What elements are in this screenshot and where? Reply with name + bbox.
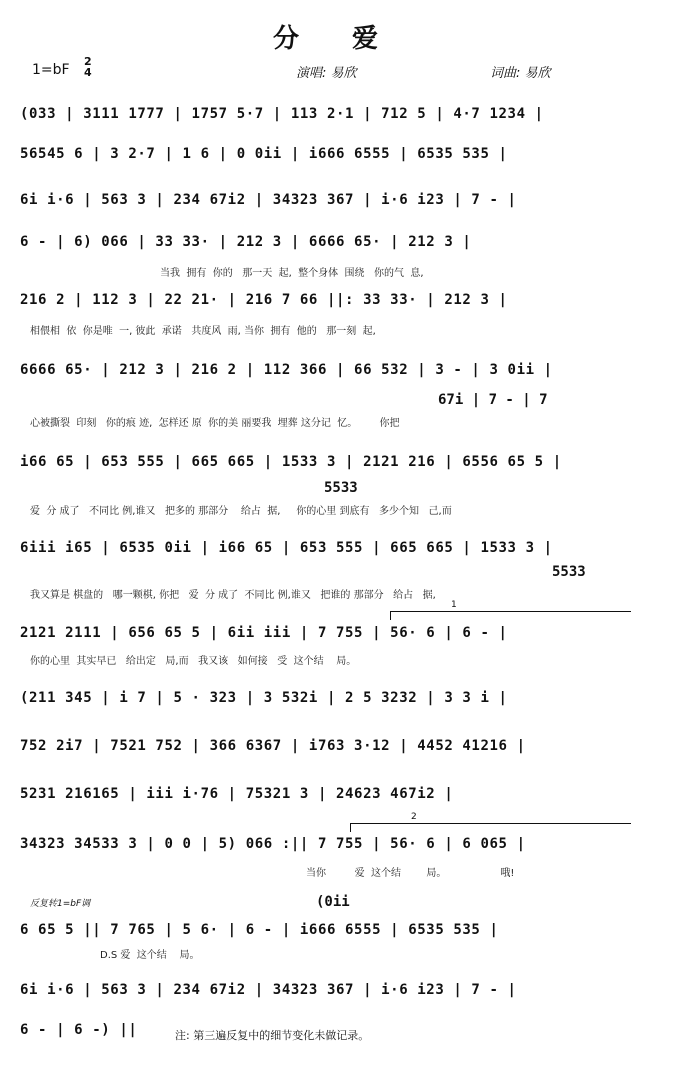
score-line: 6iii i65 | 6535 0ii | i66 65 | 653 555 | 665 665 | 1533 3 | — [20, 540, 553, 556]
time-signature-top: 2 — [84, 55, 92, 68]
score-line: 216 2 | 112 3 | 22 21· | 216 7 66 ||: 33 33· | 212 3 | — [20, 292, 508, 308]
score-line: 34323 34533 3 | 0 0 | 5) 066 :|| 7 755 | 56· 6 | 6 065 | — [20, 836, 526, 852]
song-title: 分 爱 — [272, 24, 401, 54]
volta-number: 2 — [411, 812, 417, 822]
lyric-line: 我又算是 棋盘的 哪一颗棋, 你把 爱 分 成了 不同比 例,谁又 把谁的 那部分 给占 据, — [30, 590, 436, 601]
lyric-line: 心被撕裂 印刻 你的痕 迹, 怎样还 原 你的美 丽要我 埋葬 这分记 忆。 你把 — [30, 418, 400, 429]
alternate-notes: 5533 — [324, 480, 358, 496]
lyric-line: 当我 拥有 你的 那一天 起, 整个身体 围绕 你的气 息, — [160, 268, 424, 279]
score-line: 6 - | 6 -) || — [20, 1022, 138, 1038]
alternate-notes: 5533 — [552, 564, 586, 580]
volta-bracket-1 — [390, 600, 631, 620]
score-line: 6i i·6 | 563 3 | 234 67i2 | 34323 367 | i·6 i23 | 7 - | — [20, 192, 517, 208]
score-line: 5231 216165 | iii i·76 | 75321 3 | 24623 467i2 | — [20, 786, 454, 802]
alternate-notes: 67i | 7 - | 7 — [438, 392, 548, 408]
lyric-line: D.S 爱 这个结 局。 — [100, 950, 200, 961]
score-line: 6 - | 6) 066 | 33 33· | 212 3 | 6666 65· | 212 3 | — [20, 234, 472, 250]
score-line: 2121 2111 | 656 65 5 | 6ii iii | 7 755 | 56· 6 | 6 - | — [20, 625, 508, 641]
score-line: 752 2i7 | 7521 752 | 366 6367 | i763 3·12 | 4452 41216 | — [20, 738, 526, 754]
lyric-line: 相偎相 依 你是唯 一, 彼此 承诺 共度风 雨, 当你 拥有 他的 那一刻 起, — [30, 326, 376, 337]
score-line: (211 345 | i 7 | 5 · 323 | 3 532i | 2 5 3232 | 3 3 i | — [20, 690, 508, 706]
key-signature: 1=bF — [32, 62, 70, 78]
score-line: 56545 6 | 3 2·7 | 1 6 | 0 0ii | i666 6555 | 6535 535 | — [20, 146, 508, 162]
score-line: 6i i·6 | 563 3 | 234 67i2 | 34323 367 | i·6 i23 | 7 - | — [20, 982, 517, 998]
time-signature-bottom: 4 — [84, 66, 92, 79]
score-line: (033 | 3111 1777 | 1757 5·7 | 113 2·1 | 712 5 | 4·7 1234 | — [20, 106, 544, 122]
score-line: 6666 65· | 212 3 | 216 2 | 112 366 | 66 532 | 3 - | 3 0ii | — [20, 362, 553, 378]
volta-bracket-2 — [350, 812, 631, 832]
lyric-line: 你的心里 其实早已 给出定 局,而 我又该 如何接 受 这个结 局。 — [30, 656, 357, 667]
singer-credit: 演唱: 易欣 — [296, 66, 357, 81]
score-line: 6 65 5 || 7 765 | 5 6· | 6 - | i666 6555 | 6535 535 | — [20, 922, 499, 938]
alternate-notes: (0ii — [316, 894, 350, 910]
lyric-line: 爱 分 成了 不同比 例,谁又 把多的 那部分 给占 据, 你的心里 到底有 多少个知 己,而 — [30, 506, 452, 517]
lyric-line: 当你 爱 这个结 局。 哦! — [306, 868, 515, 879]
composer-credit: 词曲: 易欣 — [490, 66, 551, 81]
footnote: 注: 第三遍反复中的细节变化未做记录。 — [175, 1029, 370, 1042]
volta-number: 1 — [451, 600, 457, 610]
score-line: i66 65 | 653 555 | 665 665 | 1533 3 | 2121 216 | 6556 65 5 | — [20, 454, 562, 470]
ds-instruction: 反复转1=bF调 — [30, 899, 91, 909]
time-signature — [84, 56, 92, 78]
